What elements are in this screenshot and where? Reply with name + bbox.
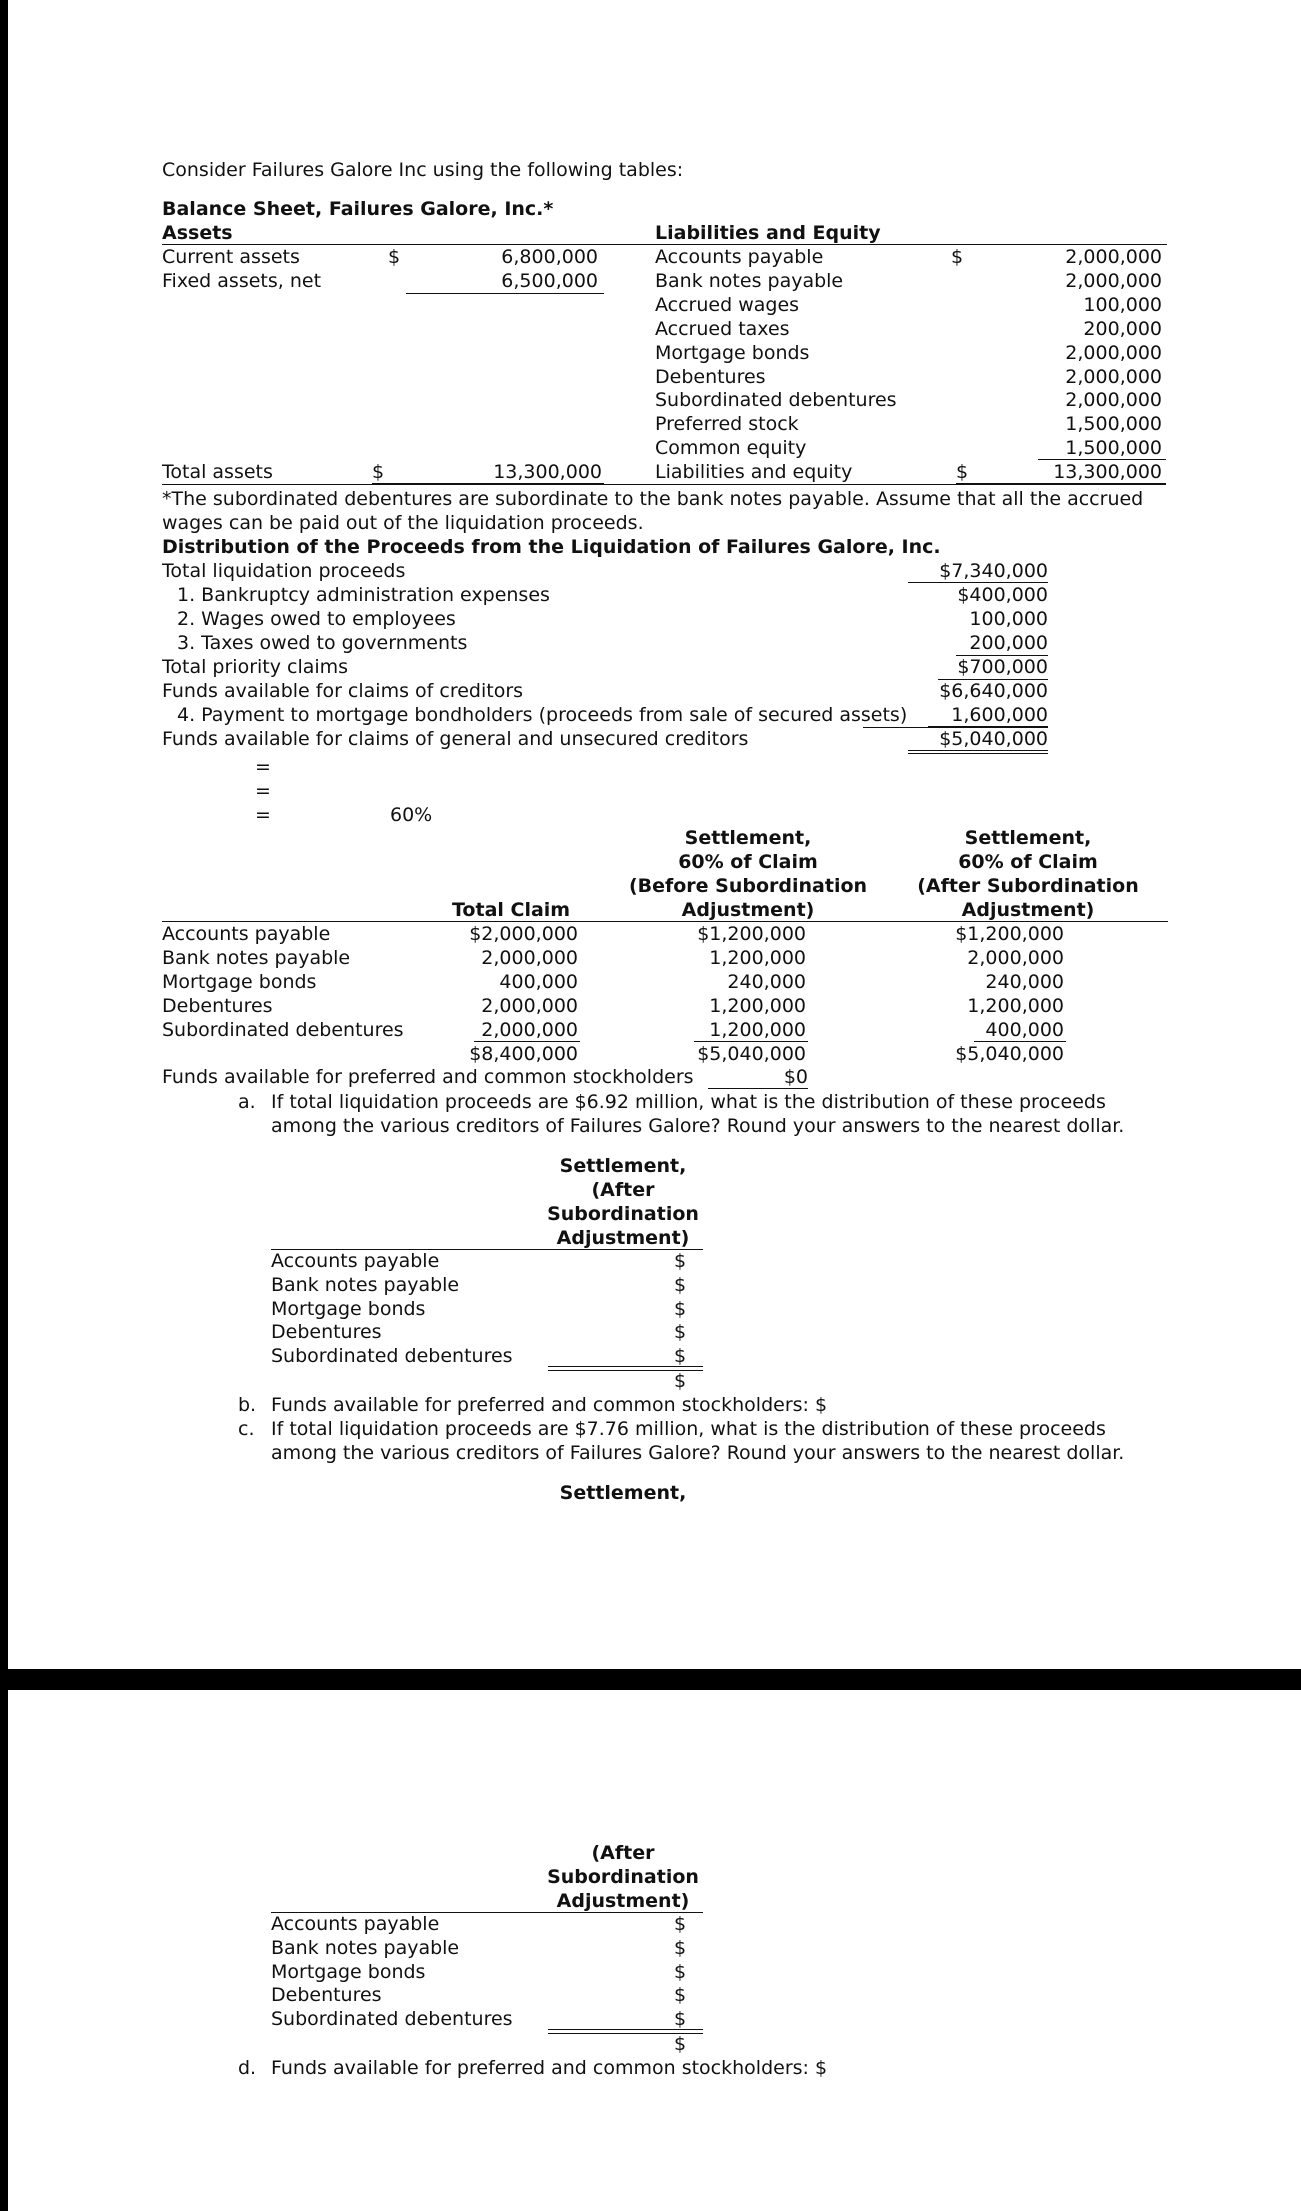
liability-label: Bank notes payable <box>655 270 844 292</box>
answer-c-label: Mortgage bonds <box>271 1961 426 1983</box>
answer-c-sum-rule <box>548 2029 703 2030</box>
liability-subtotal-rule <box>1038 459 1166 460</box>
after-header: Settlement, <box>964 827 1092 849</box>
claim-total: 400,000 <box>499 971 578 993</box>
claim-after: 1,200,000 <box>967 995 1064 1017</box>
total-le-value: 13,300,000 <box>1053 461 1162 483</box>
claim-after: 400,000 <box>985 1019 1064 1041</box>
equals-sign: = <box>255 804 271 826</box>
liability-label: Accounts payable <box>655 246 824 268</box>
page-top <box>8 0 1301 1669</box>
claim-after: $1,200,000 <box>955 923 1064 945</box>
claim-label: Mortgage bonds <box>162 971 317 993</box>
answer-c-label: Debentures <box>271 1984 382 2006</box>
dist-value: $700,000 <box>957 656 1048 678</box>
dist-value: $7,340,000 <box>908 560 1048 583</box>
claim-before: 1,200,000 <box>709 947 806 969</box>
page-bottom <box>8 1690 1301 2211</box>
after-header: Adjustment) <box>961 899 1095 921</box>
claim-total: 2,000,000 <box>481 947 578 969</box>
equals-sign: = <box>255 756 271 778</box>
asset-subtotal-rule <box>406 293 604 294</box>
liabilities-heading: Liabilities and Equity <box>655 222 881 244</box>
question-a-marker: a. <box>238 1091 256 1113</box>
liability-value: 2,000,000 <box>1065 270 1162 292</box>
answer-c-input[interactable]: $ <box>674 1961 687 1983</box>
answer-c-label: Bank notes payable <box>271 1937 460 1959</box>
answer-c-input[interactable]: $ <box>674 2008 687 2030</box>
claim-label: Accounts payable <box>162 923 331 945</box>
dist-label: 3. Taxes owed to governments <box>177 632 468 654</box>
claim-total: 2,000,000 <box>481 995 578 1017</box>
asset-value: 6,500,000 <box>501 270 598 292</box>
dist-label: Total priority claims <box>162 656 349 678</box>
answer-a-header: Subordination <box>547 1203 699 1225</box>
dist-label: 2. Wages owed to employees <box>177 608 456 630</box>
liability-label: Common equity <box>655 437 807 459</box>
answer-a-label: Bank notes payable <box>271 1274 460 1296</box>
liability-value: 200,000 <box>1083 318 1162 340</box>
dist-value: $400,000 <box>957 584 1048 606</box>
before-header: Settlement, <box>684 827 812 849</box>
answer-c-header: Subordination <box>547 1866 699 1888</box>
answer-c-total-input[interactable]: $ <box>674 2033 687 2055</box>
dist-label: Total liquidation proceeds <box>162 560 406 582</box>
liability-value: 2,000,000 <box>1065 366 1162 388</box>
dist-label: Funds available for claims of creditors <box>162 680 524 702</box>
asset-value: 6,800,000 <box>501 246 598 268</box>
claim-label: Debentures <box>162 995 273 1017</box>
answer-c-header: Settlement, <box>559 1482 687 1504</box>
funds-pref-value: $0 <box>708 1066 808 1089</box>
answer-a-label: Subordinated debentures <box>271 1345 513 1367</box>
answer-a-input[interactable]: $ <box>674 1298 687 1320</box>
answer-a-header: Adjustment) <box>556 1227 690 1249</box>
intro-text: Consider Failures Galore Inc using the following tables: <box>162 159 684 181</box>
liability-value: 1,500,000 <box>1065 437 1162 459</box>
claims-after-sum: $5,040,000 <box>955 1043 1064 1065</box>
liability-label: Mortgage bonds <box>655 342 810 364</box>
claim-total: 2,000,000 <box>481 1019 578 1041</box>
claim-after: 240,000 <box>985 971 1064 993</box>
before-header: 60% of Claim <box>678 851 818 873</box>
liability-label: Preferred stock <box>655 413 799 435</box>
percent-value: 60% <box>390 804 433 826</box>
answer-c-input[interactable]: $ <box>674 1984 687 2006</box>
claim-before: 1,200,000 <box>709 995 806 1017</box>
answer-c-header: (After <box>591 1842 655 1864</box>
liability-value: 2,000,000 <box>1065 389 1162 411</box>
total-le-label: Liabilities and equity <box>655 461 853 483</box>
question-b-marker: b. <box>238 1394 257 1416</box>
question-a-text: If total liquidation proceeds are $6.92 million, what is the distribution of these proceeds <box>271 1091 1106 1113</box>
total-le-row <box>956 461 1166 484</box>
dist-value: $5,040,000 <box>908 728 1048 754</box>
question-b-text: Funds available for preferred and common stockholders: $ <box>271 1394 828 1416</box>
claim-before: $1,200,000 <box>697 923 806 945</box>
liability-label: Debentures <box>655 366 766 388</box>
question-a-text: among the various creditors of Failures Galore? Round your answers to the nearest dollar. <box>271 1115 1125 1137</box>
claim-label: Subordinated debentures <box>162 1019 404 1041</box>
liability-label: Accrued taxes <box>655 318 790 340</box>
question-d-marker: d. <box>238 2057 257 2079</box>
liability-label: Subordinated debentures <box>655 389 897 411</box>
answer-a-label: Debentures <box>271 1321 382 1343</box>
footnote: *The subordinated debentures are subordinate to the bank notes payable. Assume that all the accrued <box>162 488 1144 510</box>
dist-label: 4. Payment to mortgage bondholders (proceeds from sale of secured assets) <box>177 704 908 726</box>
dollar-sign: $ <box>372 461 385 483</box>
balance-bottom-rule <box>162 484 1166 485</box>
answer-c-input[interactable]: $ <box>674 1937 687 1959</box>
balance-sheet-title: Balance Sheet, Failures Galore, Inc.* <box>162 198 554 220</box>
liability-value: 1,500,000 <box>1065 413 1162 435</box>
dist-label: Funds available for claims of general and unsecured creditors <box>162 728 749 750</box>
assets-rule <box>162 244 654 245</box>
claims-header-rule <box>162 921 1168 922</box>
claims-sum-rule <box>694 1041 808 1042</box>
answer-a-header: Settlement, <box>559 1155 687 1177</box>
before-header: Adjustment) <box>681 899 815 921</box>
claims-total-sum: $8,400,000 <box>469 1043 578 1065</box>
claims-before-sum: $5,040,000 <box>697 1043 806 1065</box>
total-claim-header: Total Claim <box>452 899 571 921</box>
asset-label: Current assets <box>162 246 300 268</box>
assets-heading: Assets <box>162 222 233 244</box>
distribution-title: Distribution of the Proceeds from the Liquidation of Failures Galore, Inc. <box>162 536 941 558</box>
answer-a-header: (After <box>591 1179 655 1201</box>
liability-value: 100,000 <box>1083 294 1162 316</box>
question-c-text: among the various creditors of Failures Galore? Round your answers to the nearest dollar. <box>271 1442 1125 1464</box>
liability-value: 2,000,000 <box>1065 342 1162 364</box>
total-assets-value: 13,300,000 <box>493 461 602 483</box>
claim-before: 1,200,000 <box>709 1019 806 1041</box>
claim-total: $2,000,000 <box>469 923 578 945</box>
question-d-text: Funds available for preferred and common stockholders: $ <box>271 2057 828 2079</box>
answer-a-sum-rule <box>548 1366 703 1367</box>
liability-value: 2,000,000 <box>1065 246 1162 268</box>
asset-label: Fixed assets, net <box>162 270 322 292</box>
answer-a-label: Accounts payable <box>271 1250 440 1272</box>
answer-c-header: Adjustment) <box>556 1890 690 1912</box>
before-header: (Before Subordination <box>628 875 868 897</box>
after-header: 60% of Claim <box>958 851 1098 873</box>
dist-value: 100,000 <box>969 608 1048 630</box>
answer-a-input[interactable]: $ <box>674 1321 687 1343</box>
answer-a-label: Mortgage bonds <box>271 1298 426 1320</box>
answer-a-input[interactable]: $ <box>674 1250 687 1272</box>
answer-a-input[interactable]: $ <box>674 1345 687 1367</box>
dollar-sign: $ <box>388 246 401 268</box>
dist-value: $6,640,000 <box>939 680 1048 702</box>
answer-a-total-input[interactable]: $ <box>674 1370 687 1392</box>
equals-sign: = <box>255 780 271 802</box>
footnote: wages can be paid out of the liquidation proceeds. <box>162 512 644 534</box>
after-header: (After Subordination <box>917 875 1139 897</box>
liability-label: Accrued wages <box>655 294 800 316</box>
claim-after: 2,000,000 <box>967 947 1064 969</box>
claims-sum-rule <box>474 1041 580 1042</box>
funds-pref-label: Funds available for preferred and common stockholders <box>162 1066 694 1088</box>
answer-a-input[interactable]: $ <box>674 1274 687 1296</box>
claim-label: Bank notes payable <box>162 947 351 969</box>
answer-c-label: Accounts payable <box>271 1913 440 1935</box>
question-c-marker: c. <box>238 1418 255 1440</box>
dist-value: 1,600,000 <box>928 704 1048 727</box>
claim-before: 240,000 <box>727 971 806 993</box>
dist-label: 1. Bankruptcy administration expenses <box>177 584 550 606</box>
answer-c-input[interactable]: $ <box>674 1913 687 1935</box>
question-c-text: If total liquidation proceeds are $7.76 million, what is the distribution of these proceeds <box>271 1418 1106 1440</box>
dist-value: 200,000 <box>969 632 1048 654</box>
total-assets-row <box>372 461 604 484</box>
total-assets-label: Total assets <box>162 461 273 483</box>
claims-sum-rule <box>974 1041 1066 1042</box>
dollar-sign: $ <box>951 246 964 268</box>
answer-c-label: Subordinated debentures <box>271 2008 513 2030</box>
dollar-sign: $ <box>956 461 969 483</box>
liabilities-rule <box>653 244 1167 245</box>
